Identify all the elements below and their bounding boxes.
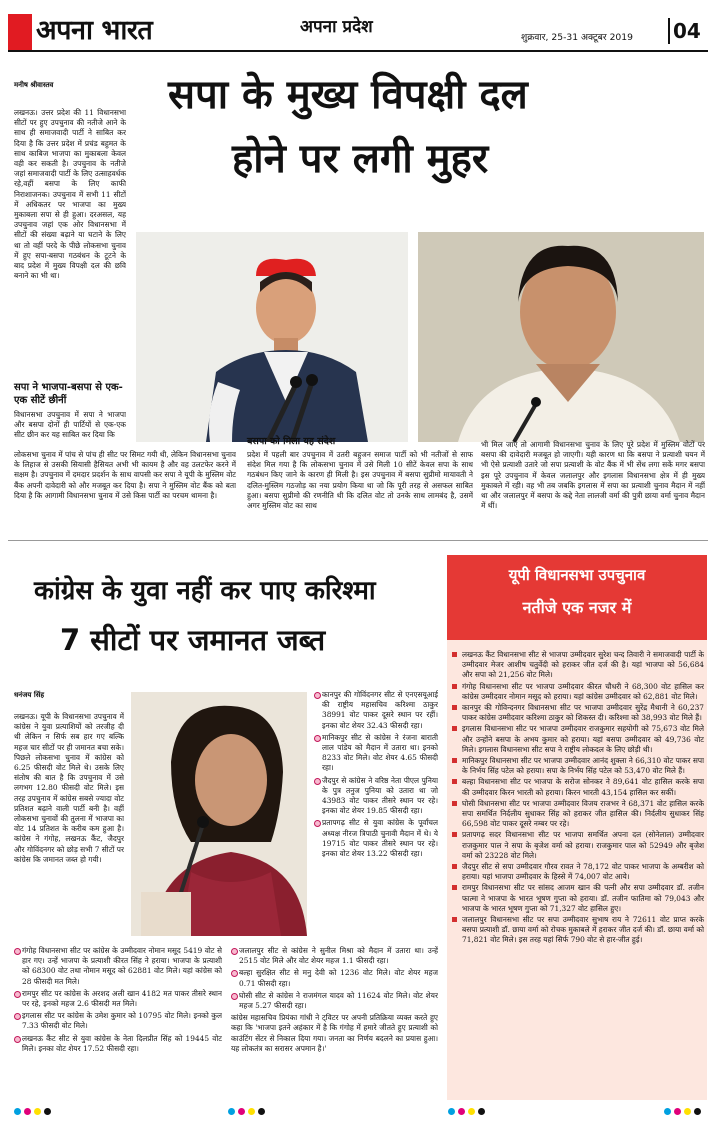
list-item: जलालपुर सीट से कांग्रेस ने सुनील मिश्रा को मैदान में उतारा था। उन्हें 2515 वोट मिले और वोट शेयर महज 1.1 फीसदी रहा। xyxy=(231,946,438,966)
result-item: लखनऊ कैंट विधानसभा सीट से भाजपा उम्मीदवार सुरेश चन्द तिवारी ने समाजवादी पार्टी के उम्मीदवार मेजर आशीष चतुर्वेदी को हराकर जीत दर्ज की है। यहां भाजपा को 56,684 और सपा को 21,256 वोट मिले। xyxy=(452,650,704,681)
result-item: मानिकपुर विधानसभा सीट पर भाजपा उम्मीदवार आनंद शुक्ला ने 66,310 वोट पाकर सपा के निर्भय सिंह पटेल को हराया। सपा के निर्भय सिंह पटेल को 53,470 वोट मिले हैं। xyxy=(452,756,704,776)
registration-dot xyxy=(258,1108,265,1115)
registration-dot xyxy=(468,1108,475,1115)
photo-priyanka-gandhi xyxy=(131,692,307,936)
list-item: गंगोह विधानसभा सीट पर कांग्रेस के उम्मीदवार नोमान मसूद 5419 वोट से हार गए। उन्हें भाजपा के प्रत्याशी कीरत सिंह ने हराया। भाजपा के प्रत्याशी को 68300 वोट तथा नोमान मसूद को 62881 वोट मिले। यहां कांग्रेस को 28 फीसदी मत मिले। xyxy=(14,946,222,987)
result-item: इगलास विधानसभा सीट पर भाजपा उम्मीदवार राजकुमार सहयोगी को 75,673 वोट मिले और उन्होंने बसपा के अभय कुमार को हराया। यहां बसपा उम्मीदवार को 49,736 वोट मिले। इगलास विधानसभा सीट सपा ने राष्ट्रीय लोकदल के लिए छोड़ी थी। xyxy=(452,724,704,755)
result-item: रामपुर विधानसभा सीट पर सांसद आजम खान की पत्नी और सपा उम्मीदवार डॉ. तजीन फात्मा ने भाजपा के भारत भूषण गुप्ता को हराया। डॉ. तजीन फातिमा को 79,043 और भाजपा के भारत भूषण गुप्ता को 71,327 वोट हासिल हुए। xyxy=(452,883,704,914)
list-item: प्रतापगढ़ सीट से युवा कांग्रेस के पूर्वांचल अध्यक्ष नीरज त्रिपाठी चुनावी मैदान में थे। ये 19715 वोट पाकर तीसरे स्थान पर रहे। इनका वोट शेयर 13.22 फीसदी रहा। xyxy=(314,818,438,859)
registration-dot xyxy=(684,1108,691,1115)
headline-main-line2: होने पर लगी मुहर xyxy=(232,136,489,182)
page-number: 04 xyxy=(673,19,701,43)
registration-dot xyxy=(24,1108,31,1115)
section-divider xyxy=(8,540,708,541)
results-list xyxy=(452,650,704,1090)
list-item: घोसी सीट से कांग्रेस ने राजमंगल यादव को 11624 वोट मिले। वोट शेयर महज 5.27 फीसदी रहा। xyxy=(231,991,438,1011)
result-item: घोसी विधानसभा सीट पर भाजपा उम्मीदवार विजय राजभर ने 68,371 वोट हासिल करके सपा समर्थित निर्दलीय सुधाकर सिंह को हराकर जीत हासिल की। निर्दलीय सुधाकर सिंह 66,598 वोट पाकर दूसरे नम्बर पर रहे। xyxy=(452,799,704,830)
print-registration-marks xyxy=(0,1102,717,1122)
registration-dot xyxy=(478,1108,485,1115)
logo-red-block xyxy=(8,14,32,50)
story1-intro-continued: विधानसभा उपचुनाव में सपा ने भाजपा और बसपा दोनों ही पार्टियों से एक-एक सीट छीन कर यह साबित कर दिया कि xyxy=(14,410,126,440)
priyanka-illustration xyxy=(131,692,307,936)
story1-body-col1: लोकसभा चुनाव में पांच से पांच ही सीट पर सिमट गयी थी, लेकिन विधानसभा चुनाव के लिहाज से उसकी सियासी हैसियत अभी भी कायम है और वह उलटफेर करने में सक्षम है। उपचुनाव में दमदार प्रदर्शन के साथ वापसी कर सपा ने यूपी के मुस्लिम वोट बैंक अपनी दावेदारी को और मजबूत कर दिया है। सपा ने मुस्लिम वोट बैंक को बता दिया है कि आगामी विधानसभा चुनाव में उसे किस पार्टी का परचम थामना है। xyxy=(14,450,236,500)
result-item: प्रतापगढ़ सदर विधानसभा सीट पर भाजपा समर्थित अपना दल (सोनेलाल) उम्मीदवार राजकुमार पाल ने सपा के बृजेश वर्मा को हराया। राजकुमार पाल को 52949 और बृजेश वर्मा को 23228 वोट मिले। xyxy=(452,830,704,861)
registration-dot xyxy=(228,1108,235,1115)
result-item: कानपुर की गोविन्दनगर विधानसभा सीट पर भाजपा उम्मीदवार सुरेंद्र मैथानी ने 60,237 पाकर कांग्रेस उम्मीदवार करिश्मा ठाकुर को शिकस्त दी। करिश्मा को 38,993 वोट मिले हैं। xyxy=(452,703,704,723)
list-item: रामपुर सीट पर कांग्रेस के अरशद अली खान 4182 मत पाकर तीसरे स्थान पर रहे, इनको महज 2.6 फीसदी मत मिले। xyxy=(14,989,222,1009)
registration-dot xyxy=(248,1108,255,1115)
registration-dot xyxy=(14,1108,21,1115)
issue-date: शुक्रवार, 25-31 अक्टूबर 2019 xyxy=(521,32,633,43)
list-item: लखनऊ कैंट सीट से युवा कांग्रेस के नेता दिलप्रीत सिंह को 19445 वोट मिले। इनका वोट शेयर 17.52 फीसदी रहा। xyxy=(14,1034,222,1054)
results-box-title-line1: यूपी विधानसभा उपचुनाव xyxy=(508,566,646,584)
photo-akhilesh-yadav xyxy=(136,232,408,442)
story2-body: लखनऊ। यूपी के विधानसभा उपचुनाव में कांग्रेस ने युवा प्रत्याशियों को तरजीह दी थी लेकिन न सिर्फ सब हार गए बल्कि महज चार सीटों पर ही जमानत बचा सके। पिछले लोकसभा चुनाव में कांग्रेस को 6.25 फीसदी वोट मिले थे। उसके लिए संतोष की बात है कि उपचुनाव में उसे लगभग 12.80 फीसदी वोट मिले। इस तरह उपचुनाव में कांग्रेस सबसे ज्यादा वोट प्रतिशत बढ़ाने वाली पार्टी बनी है। वहीं लोकसभा चुनावों की तुलना में भाजपा का वोट 14 प्रतिशत के करीब कम हुआ है। कांग्रेस ने गंगोह, लखनऊ कैंट, जैदपुर और गोविंदनगर को छोड़ सभी 7 सीटों पर कांग्रेस कि जमानत जब्त हो गयी। xyxy=(14,712,124,864)
list-item: जैदपुर से कांग्रेस ने वरिष्ठ नेता पीएल पुनिया के पुत्र तनुज पुनिया को उतारा था जो 43983 वोट पाकर तीसरे स्थान पर रहे। इनका वोट शेयर 19.85 फीसदी रहा। xyxy=(314,776,438,817)
section-title: अपना प्रदेश xyxy=(300,17,373,37)
byline-story2: धनंजय सिंह xyxy=(14,690,45,699)
registration-dot xyxy=(238,1108,245,1115)
page-number-divider xyxy=(668,18,670,44)
newspaper-name: अपना भारत xyxy=(36,15,153,46)
registration-dot xyxy=(664,1108,671,1115)
byline-story1: मनीष श्रीवास्तव xyxy=(14,80,54,89)
akhilesh-illustration xyxy=(136,232,408,442)
list-item: कानपुर की गोविंदनगर सीट से एनएसयूआई की राष्ट्रीय महासचिव करिश्मा ठाकुर 38991 वोट पाकर दूसरे स्थान पर रहीं। इनका वोट शेयर 32.43 फीसदी रहा। xyxy=(314,690,438,731)
results-box-title-line2: नतीजे एक नजर में xyxy=(522,598,632,617)
story2-bottom-col2 xyxy=(231,946,438,1076)
headline-main-line1: सपा के मुख्य विपक्षी दल xyxy=(168,72,528,118)
headline-congress-line1: कांग्रेस के युवा नहीं कर पाए करिश्मा xyxy=(34,576,376,606)
story1-intro: लखनऊ। उत्तर प्रदेश की 11 विधानसभा सीटों पर हुए उपचुनाव की नतीजे आने के साथ ही समाजवादी पार्टी ने साबित कर दिया है कि उत्तर प्रदेश में प्रचंड बहुमत के साथ काबिज भाजपा का मुकाबला केवल वही कर सकती है। उपचुनाव के नतीजे जहां समाजवादी पार्टी के लिए उत्साहवर्धक रहे,वहीं बसपा के लिए काफी निराशाजनक। उपचुनाव में सभी 11 सीटों में अधिकतर पर भाजपा का मुख्य मुकाबला सपा से ही हुआ। दरअसल, यह उपचुनाव जहां एक ओर विधानसभा में सीटों की संख्या बढ़ाने या घटाने के लिए था तो वहीं परदे के पीछे लोकसभा चुनाव में हुए सपा-बसपा गठबंधन के टूटने के बाद प्रदेश में मुख्य विपक्षी दल की छवि बनाने का भी था। xyxy=(14,108,126,281)
registration-dot xyxy=(44,1108,51,1115)
list-item: इगलास सीट पर कांग्रेस के उमेश कुमार को 10795 वोट मिले। इनको कुल 7.33 फीसदी वोट मिले। xyxy=(14,1011,222,1031)
list-item: मानिकपुर सीट से कांग्रेस ने रंजना बाराती लाल पांडेय को मैदान में उतारा था। इनको 8233 वोट मिले। वोट शेयर 4.65 फीसदी रहा। xyxy=(314,733,438,774)
story2-tail-paragraph: कांग्रेस महासचिव प्रियंका गांधी ने ट्विटर पर अपनी प्रतिक्रिया व्यक्त करते हुए कहा कि 'भाजपा इतने अहंकार में है कि गंगोह में हमारे जीतते हुए प्रत्याशी को काउंटिंग सेंटर से निकाल दिया गया। जनता का निर्णय बदलने का प्रयास हुआ। यह लोकतंत्र का सरासर अपमान है।' xyxy=(231,1013,438,1053)
registration-dot xyxy=(34,1108,41,1115)
story1-subhead-bsp: बसपा को मिला यह संदेश xyxy=(247,436,336,447)
result-item: बल्हा विधानसभा सीट पर भाजपा के सरोज सोनकर ने 89,641 वोट हासिल करके सपा की उम्मीदवार किरन भारती को हराया। किरन भारती 43,154 हासिल कर सकीं। xyxy=(452,777,704,797)
masthead-logo xyxy=(8,14,178,50)
headline-congress-line2: 7 सीटों पर जमानत जब्त xyxy=(60,623,326,657)
photo-mayawati xyxy=(418,232,704,442)
result-item: गंगोह विधानसभा सीट पर भाजपा उम्मीदवार कीरत चौधरी ने 68,300 वोट हासिल कर कांग्रेस उम्मीदवार नोमान मसूद को हराया। यहां कांग्रेस उम्मीदवार को 62,881 वोट मिले। xyxy=(452,682,704,702)
list-item: बल्हा सुरक्षित सीट से मनु देवी को 1236 वोट मिले। वोट शेयर महज 0.71 फीसदी रहा। xyxy=(231,968,438,988)
registration-dot xyxy=(458,1108,465,1115)
story2-candidates-list xyxy=(314,690,438,938)
story1-body-col3: भी मिल जाए तो आगामी विधानसभा चुनाव के लिए पूरे प्रदेश में मुस्लिम वोटों पर बसपा की दावेदारी मजबूत हो जाएगी। यही कारण था कि बसपा ने प्रत्याशी चयन में भी ऐसे प्रत्याशी उतारे जो सपा प्रत्याशी के वोट बैंक में भी सेंध लगा सकें मगर बसपा इस पूरे उपचुनाव में केवल जलालपुर और इगलास विधानसभा क्षेत्र में ही मुख्य मुकाबले में रही। वह भी तब जबकि इगलास में सपा का प्रत्याशी चुनाव मैदान में नहीं था और जलालपुर में बसपा के कद्दे नेता लालजी वर्मा की पुत्री छाया वर्मा चुनाव मैदान में थीं। xyxy=(481,440,705,511)
story1-body-col2: प्रदेश में पहली बार उपचुनाव में उतरी बहुजन समाज पार्टी को भी नतीजों से साफ संदेश मिल गया है कि लोकसभा चुनाव में उसे मिली 10 सीटें केवल सपा के साथ गठबंधन किए जाने के कारण ही मिली है। इस उपचुनाव में बसपा सुप्रीमो मायावती ने दलित-मुस्लिम गठजोड़ का नया प्रयोग किया था जो कि पूरी तरह से असफल साबित हुआ। बसपा सुप्रीमो की रणनीति थी कि दलित वोट तो उनके साथ लामबंद है, उसमें अगर मुस्लिम वोट का साथ xyxy=(247,450,473,511)
result-item: जैदपुर सीट से सपा उम्मीदवार गौरव रावत ने 78,172 वोट पाकर भाजपा के अम्बरीश को हराया। यहां भाजपा उम्मीदवार के हिस्से में 74,007 वोट आये। xyxy=(452,862,704,882)
mayawati-illustration xyxy=(418,232,704,442)
registration-dot xyxy=(674,1108,681,1115)
story2-bottom-col1 xyxy=(14,946,222,1076)
result-item: जलालपुर विधानसभा सीट पर सपा उम्मीदवार सुभाष राय ने 72611 वोट प्राप्त करके बसपा प्रत्याशी डॉ. छाया वर्मा को रोचक मुकाबले में हराकर जीत दर्ज की। डॉ. छाया वर्मा को 71,821 वोट मिले। इस तरह यहां सिर्फ 790 वोट से हार-जीत हुई। xyxy=(452,915,704,946)
masthead-rule xyxy=(8,50,708,52)
registration-dot xyxy=(448,1108,455,1115)
registration-dot xyxy=(694,1108,701,1115)
story1-subhead: सपा ने भाजपा-बसपा से एक-एक सीटें छीनीं xyxy=(14,382,123,406)
